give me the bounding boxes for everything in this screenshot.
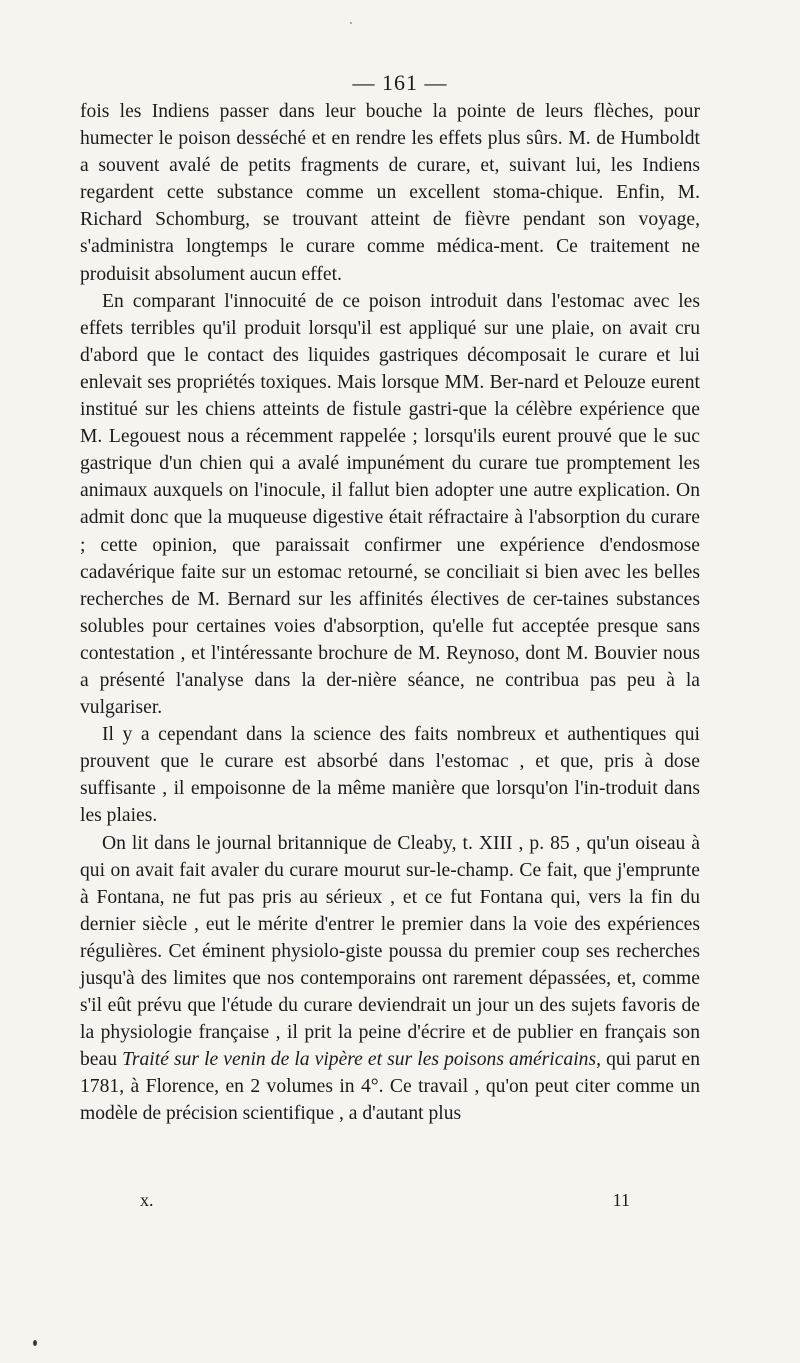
paragraph-1: fois les Indiens passer dans leur bouche la pointe de leurs flèches, pour humecter le poison desséché et en rendre les effets plus sûrs. M. de Humboldt a souvent avalé de petits fragments de curare, et, suivant lui, les Indiens regardent cette substance comme un excellent stoma-chique. Enfin, M. Richard Schomburg, se trouvant atteint de fièvre pendant son voyage, s'administra longtemps le curare comme médica-ment. Ce traitement ne produisit absolument aucun effet. bbox=[80, 101, 700, 285]
body-text bbox=[80, 98, 700, 1128]
ink-speck bbox=[350, 22, 352, 24]
book-title-italic: Traité sur le venin de la vipère et sur les poisons américains, bbox=[122, 1049, 601, 1071]
sheet-number: 11 bbox=[612, 1190, 630, 1210]
page-number-header: — 161 — bbox=[352, 70, 448, 95]
signature-mark: x. bbox=[140, 1190, 154, 1210]
paragraph-2: En comparant l'innocuité de ce poison introduit dans l'estomac avec les effets terribles qu'il produit lorsqu'il est appliqué sur une plaie, on avait cru d'abord que le contact des liquides gastriques décomposait le curare et lui enlevait ses propriétés toxiques. Mais lorsque MM. Ber-nard et Pelouze eurent institué sur les chiens atteints de fistule gastri-que la célèbre expérience que M. Legouest nous a récemment rappelée ; lorsqu'ils eurent prouvé que le suc gastrique d'un chien qui a avalé impunément du curare tue promptement les animaux auxquels on l'inocule, il fallut bien adopter une autre explication. On admit donc que la muqueuse digestive était réfractaire à l'absorption du curare ; cette opinion, que paraissait confirmer une expérience d'endosmose cadavérique faite sur un estomac retourné, se conciliait si bien avec les belles recherches de M. Bernard sur les affinités électives de cer-taines substances solubles pour certaines voies d'absorption, qu'elle fut acceptée presque sans contestation , et l'intéressante brochure de M. Reynoso, dont M. Bouvier nous a présenté l'analyse dans la der-nière séance, ne contribua pas peu à la vulgariser. bbox=[80, 290, 700, 719]
paragraph-4 bbox=[80, 830, 700, 1128]
paragraph-4-text-after: qui parut en 1781, à Florence, en 2 volumes in 4°. Ce travail , qu'on peut citer comme un modèle de précision scientifique , a d'autant plus bbox=[80, 1049, 700, 1125]
paragraph-4-text-before: On lit dans le journal britannique de Cleaby, t. XIII , p. 85 , qu'un oiseau à qui on avait fait avaler du curare mourut sur-le-champ. Ce fait, que j'emprunte à Fontana, ne fut pas pris au sérieux , et ce fut Fontana qui, vers la fin du dernier siècle , eut le mérite d'entrer le premier dans la voie des expériences régulières. Cet éminent physiolo-giste poussa du premier coup ses recherches jusqu'à des limites que nos contemporains ont rarement dépassées, et, comme s'il eût prévu que l'étude du curare deviendrait un jour un des sujets favoris de la physiologie française , il prit la peine d'écrire et de publier en français son beau bbox=[80, 832, 700, 1071]
ink-speck bbox=[33, 1340, 37, 1346]
paragraph-3: Il y a cependant dans la science des faits nombreux et authentiques qui prouvent que le curare est absorbé dans l'estomac , et que, pris à dose suffisante , il empoisonne de la même manière que lorsqu'on l'in-troduit dans les plaies. bbox=[80, 724, 700, 827]
page-footer bbox=[140, 1190, 630, 1211]
